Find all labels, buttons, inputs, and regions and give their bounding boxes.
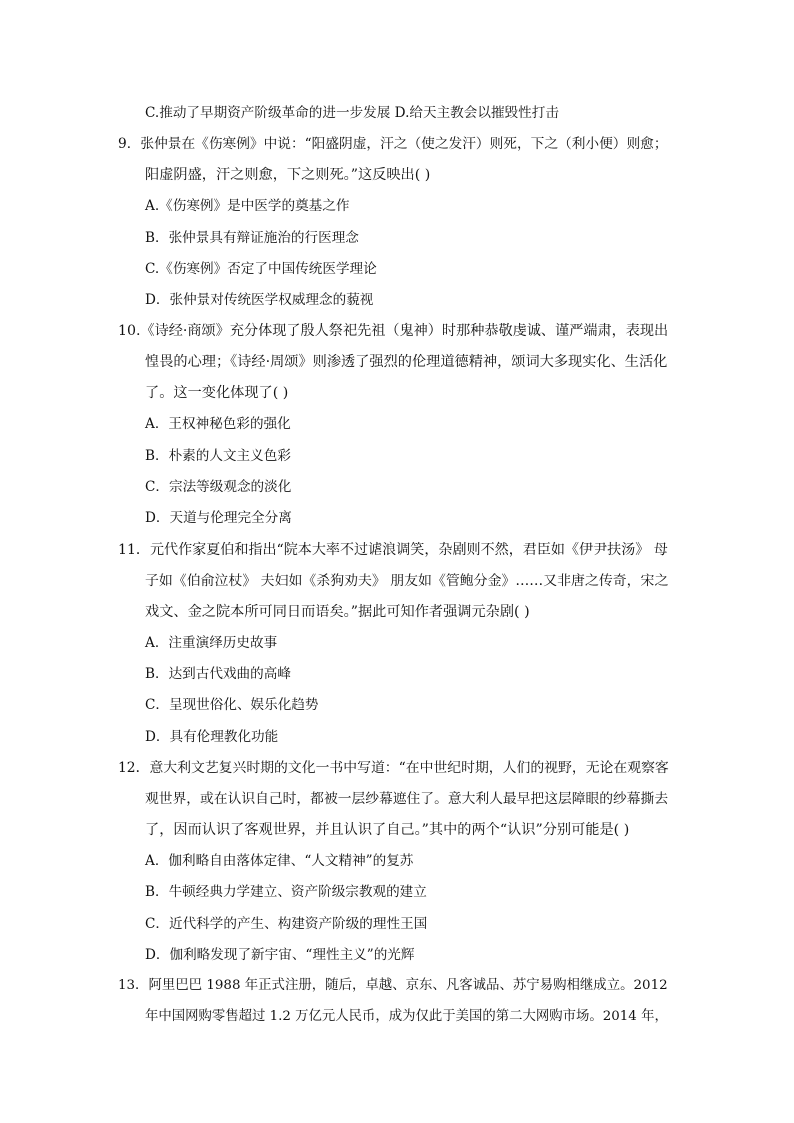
q12-option-a: A．伽利略自由落体定律、“人文精神”的复苏 (145, 853, 414, 869)
q10-stem-line-1: 10.《诗经·商颂》充分体现了殷人祭祀先祖（鬼神）时那种恭敬虔诚、谨严端肃，表现出 (118, 323, 669, 339)
q13-stem-line-1: 13．阿里巴巴 1988 年正式注册，随后，卓越、京东、凡客诚品、苏宁易购相继成立。2012 (118, 978, 668, 993)
q11-option-c: C．呈现世俗化、娱乐化趋势 (145, 697, 319, 713)
q11-stem-line-1: 11．元代作家夏伯和指出“院本大率不过谑浪调笑，杂剧则不然，君臣如《伊尹扶汤》 母 (118, 542, 668, 558)
q10-option-c: C．宗法等级观念的淡化 (145, 479, 292, 495)
q9-option-c: C.《伤寒例》否定了中国传统医学理论 (145, 261, 377, 277)
q12-stem-line-3: 了，因而认识了客观世界，并且认识了自己。”其中的两个“认识”分别可能是( ) (145, 822, 630, 838)
q9-option-a: A.《伤寒例》是中医学的奠基之作 (145, 198, 350, 214)
q12-stem-line-2: 观世界，或在认识自己时，都被一层纱幕遮住了。意大利人最早把这层障眼的纱幕撕去 (145, 791, 669, 807)
q12-stem-line-1: 12．意大利文艺复兴时期的文化一书中写道：“在中世纪时期，人们的视野，无论在观察客 (118, 760, 669, 776)
q10-stem-line-3: 了。这一变化体现了( ) (145, 385, 289, 401)
q12-option-c: C．近代科学的产生、构建资产阶级的理性王国 (145, 916, 428, 932)
q11-stem-line-2: 子如《伯俞泣杖》 夫妇如《杀狗劝夫》 朋友如《管鲍分金》……又非唐之传奇，宋之 (145, 573, 669, 589)
q10-stem-line-2: 惶畏的心理；《诗经·周颂》则渗透了强烈的伦理道德精神，颂词大多现实化、生活化 (145, 354, 668, 370)
q11-option-b: B．达到古代戏曲的高峰 (145, 666, 291, 682)
q9-option-b: B．张仲景具有辩证施治的行医理念 (145, 230, 359, 246)
q10-option-b: B．朴素的人文主义色彩 (145, 448, 291, 464)
q10-option-d: D．天道与伦理完全分离 (145, 510, 292, 526)
q10-option-a: A．王权神秘色彩的强化 (145, 416, 291, 432)
q11-option-d: D．具有伦理教化功能 (145, 729, 279, 745)
q9-stem-line-2: 阳虚阴盛，汗之则愈，下之则死。”这反映出( ) (145, 167, 431, 183)
q9-stem-line-1: 9．张仲景在《伤寒例》中说：“阳盛阴虚，汗之（使之发汗）则死，下之（利小便）则愈； (118, 136, 668, 152)
q12-option-b: B．牛顿经典力学建立、资产阶级宗教观的建立 (145, 884, 427, 900)
q11-option-a: A．注重演绎历史故事 (145, 635, 278, 651)
q13-stem-line-2: 年中国网购零售超过 1.2 万亿元人民币，成为仅此于美国的第二大网购市场。2014 年， (145, 1009, 668, 1024)
q12-option-d: D．伽利略发现了新宇宙、“理性主义”的光辉 (145, 947, 415, 963)
q9-option-d: D．张仲景对传统医学权威理念的藐视 (145, 292, 374, 308)
q11-stem-line-3: 戏文、金之院本所可同日而语矣。”据此可知作者强调元杂剧( ) (145, 604, 530, 620)
q8-option-c-d: C.推动了早期资产阶级革命的进一步发展 D.给天主教会以摧毁性打击 (145, 105, 559, 121)
